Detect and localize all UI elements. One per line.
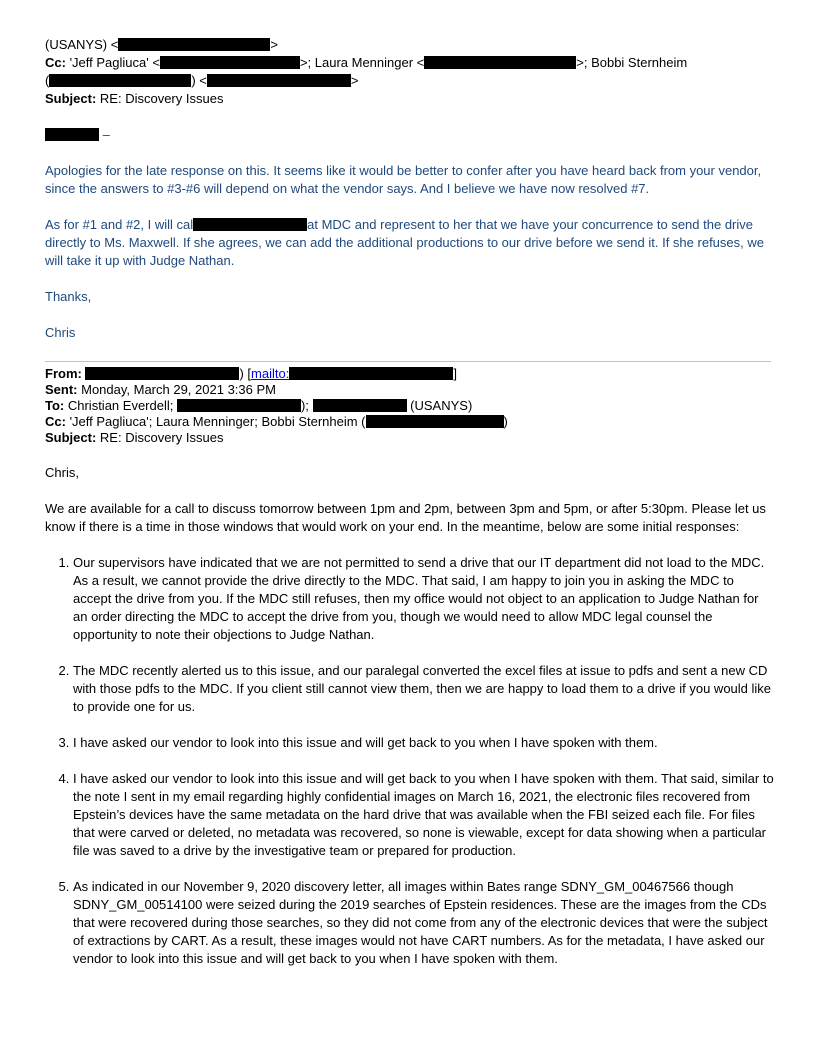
quoted-subject-label: Subject: <box>45 430 97 445</box>
redaction <box>49 74 191 87</box>
quoted-from-line <box>45 366 775 382</box>
quoted-intro: We are available for a call to discuss tomorrow between 1pm and 2pm, between 3pm and 5pm, or after 5:30pm. Please let us know if there is a time in those windows that would work on your end. In the meantime, below are some initial responses: <box>45 501 766 534</box>
reply-paragraph-1: Apologies for the late response on this. It seems like it would be better to confer after you have heard back from your vendor, since the answers to #3-#6 will depend on what the vendor says. And I believe we have now resolved #7. <box>45 163 762 196</box>
cc-part2: >; Laura Menninger < <box>299 55 425 70</box>
quoted-to-line <box>45 398 775 414</box>
to-label: To: <box>45 398 65 413</box>
quoted-cc-end: ) <box>503 414 508 429</box>
response-item-2: 2. The MDC recently alerted us to this issue, and our paralegal converted the excel files at issue to pdfs and sent a new CD with those pdfs to the MDC. If you client still cannot view them, then we are happy to load them to a drive if you would like to provide one for us. <box>73 662 775 716</box>
subject-value: RE: Discovery Issues <box>96 91 224 106</box>
header-subject-line <box>45 90 775 108</box>
reply-salutation <box>45 126 775 144</box>
quoted-subject-line <box>45 430 775 446</box>
reply-thanks: Thanks, <box>45 289 92 304</box>
response-item-3: 3. I have asked our vendor to look into this issue and will get back to you when I have spoken with them. <box>73 734 775 752</box>
to-value: Christian Everdell; <box>64 398 177 413</box>
response-item-5: 5. As indicated in our November 9, 2020 discovery letter, all images within Bates range SDNY_GM_00467566 though SDNY_GM_00514100 were seized during the 2019 searches of Epstein residences. These are the images from the CDs that were recovered during those searches, so they did not come from any of the electronic devices that were the subject of extractions by CART. As a result, these images would not have CART numbers. As for the metadata, I have asked our vendor to look into this issue and will get back to you when I have spoken with them. <box>73 878 775 968</box>
quoted-subject-value: RE: Discovery Issues <box>96 430 224 445</box>
reply-signature: Chris <box>45 325 76 340</box>
redaction <box>366 415 504 428</box>
sent-value: Monday, March 29, 2021 3:36 PM <box>77 382 276 397</box>
redaction <box>160 56 300 69</box>
redaction <box>313 399 407 412</box>
header-cc-line <box>45 54 775 72</box>
redaction <box>45 128 99 141</box>
cc-line2-mid: ) < <box>191 73 207 88</box>
to-mid: ); <box>300 398 309 413</box>
redaction <box>177 399 301 412</box>
mailto-link[interactable]: mailto: <box>251 366 290 381</box>
p2-pre: As for #1 and #2, I will cal <box>45 217 194 232</box>
quoted-sent-line <box>45 382 775 398</box>
cc-part3: >; Bobbi Sternheim <box>576 55 688 70</box>
redaction <box>289 367 453 380</box>
from-close: ] <box>453 366 457 381</box>
response-list <box>45 554 775 968</box>
cc-line2-open: ( <box>45 73 50 88</box>
subject-label: Subject: <box>45 91 97 106</box>
email-document <box>45 36 775 342</box>
quoted-cc-value: 'Jeff Pagliuca'; Laura Menninger; Bobbi Sternheim ( <box>65 414 366 429</box>
redaction <box>207 74 351 87</box>
quoted-cc-label: Cc: <box>45 414 66 429</box>
redaction <box>424 56 576 69</box>
quoted-message <box>45 366 775 968</box>
cc-label: Cc: <box>45 55 66 70</box>
reply-paragraph-2 <box>45 216 775 270</box>
from-label: From: <box>45 366 82 381</box>
header-line-1 <box>45 36 775 54</box>
cc-part1: 'Jeff Pagliuca' < <box>65 55 160 70</box>
response-item-4: 4. I have asked our vendor to look into this issue and will get back to you when I have spoken with them. That said, similar to the note I sent in my email regarding highly confidential images on March 16, 2021, the electronic files recovered from Epstein’s devices have the same metadata on the hard drive that was available when the FBI seized each file. For files that were carved or deleted, no metadata was recovered, so none is viewable, except for data showing when a particular file was saved to a drive by the investigative team or prepared for production. <box>73 770 775 860</box>
p2-post: at MDC and represent to her that we have your concurrence to send the drive directly to Ms. Maxwell. If she agrees, we can add the additional productions to our drive before we send it. If she refuses, we will take it up with Judge Nathan. <box>45 217 764 268</box>
redaction <box>85 367 239 380</box>
to-end: (USANYS) <box>406 398 473 413</box>
response-item-1: 1. Our supervisors have indicated that we are not permitted to send a drive that our IT department did not load to the MDC. As a result, we cannot provide the drive directly to the MDC. That said, I am happy to join you in asking the MDC to accept the drive from you. If the MDC still refuses, then my office would not object to an application to Judge Nathan for an order directing the MDC to accept the drive from you, though we would need to allow MDC legal counsel the opportunity to note their objections to Judge Nathan. <box>73 554 775 644</box>
header-to-suffix: > <box>270 37 278 52</box>
header-cc-line-2 <box>45 72 775 90</box>
message-separator <box>45 361 771 362</box>
from-mid: ) [ <box>239 366 252 381</box>
sent-label: Sent: <box>45 382 78 397</box>
salutation-dash: – <box>99 127 110 142</box>
quoted-cc-line <box>45 414 775 430</box>
quoted-greeting: Chris, <box>45 465 79 480</box>
cc-line2-close: > <box>350 73 359 88</box>
redaction <box>118 38 270 51</box>
redaction <box>193 218 307 231</box>
header-to-prefix: (USANYS) < <box>45 37 119 52</box>
